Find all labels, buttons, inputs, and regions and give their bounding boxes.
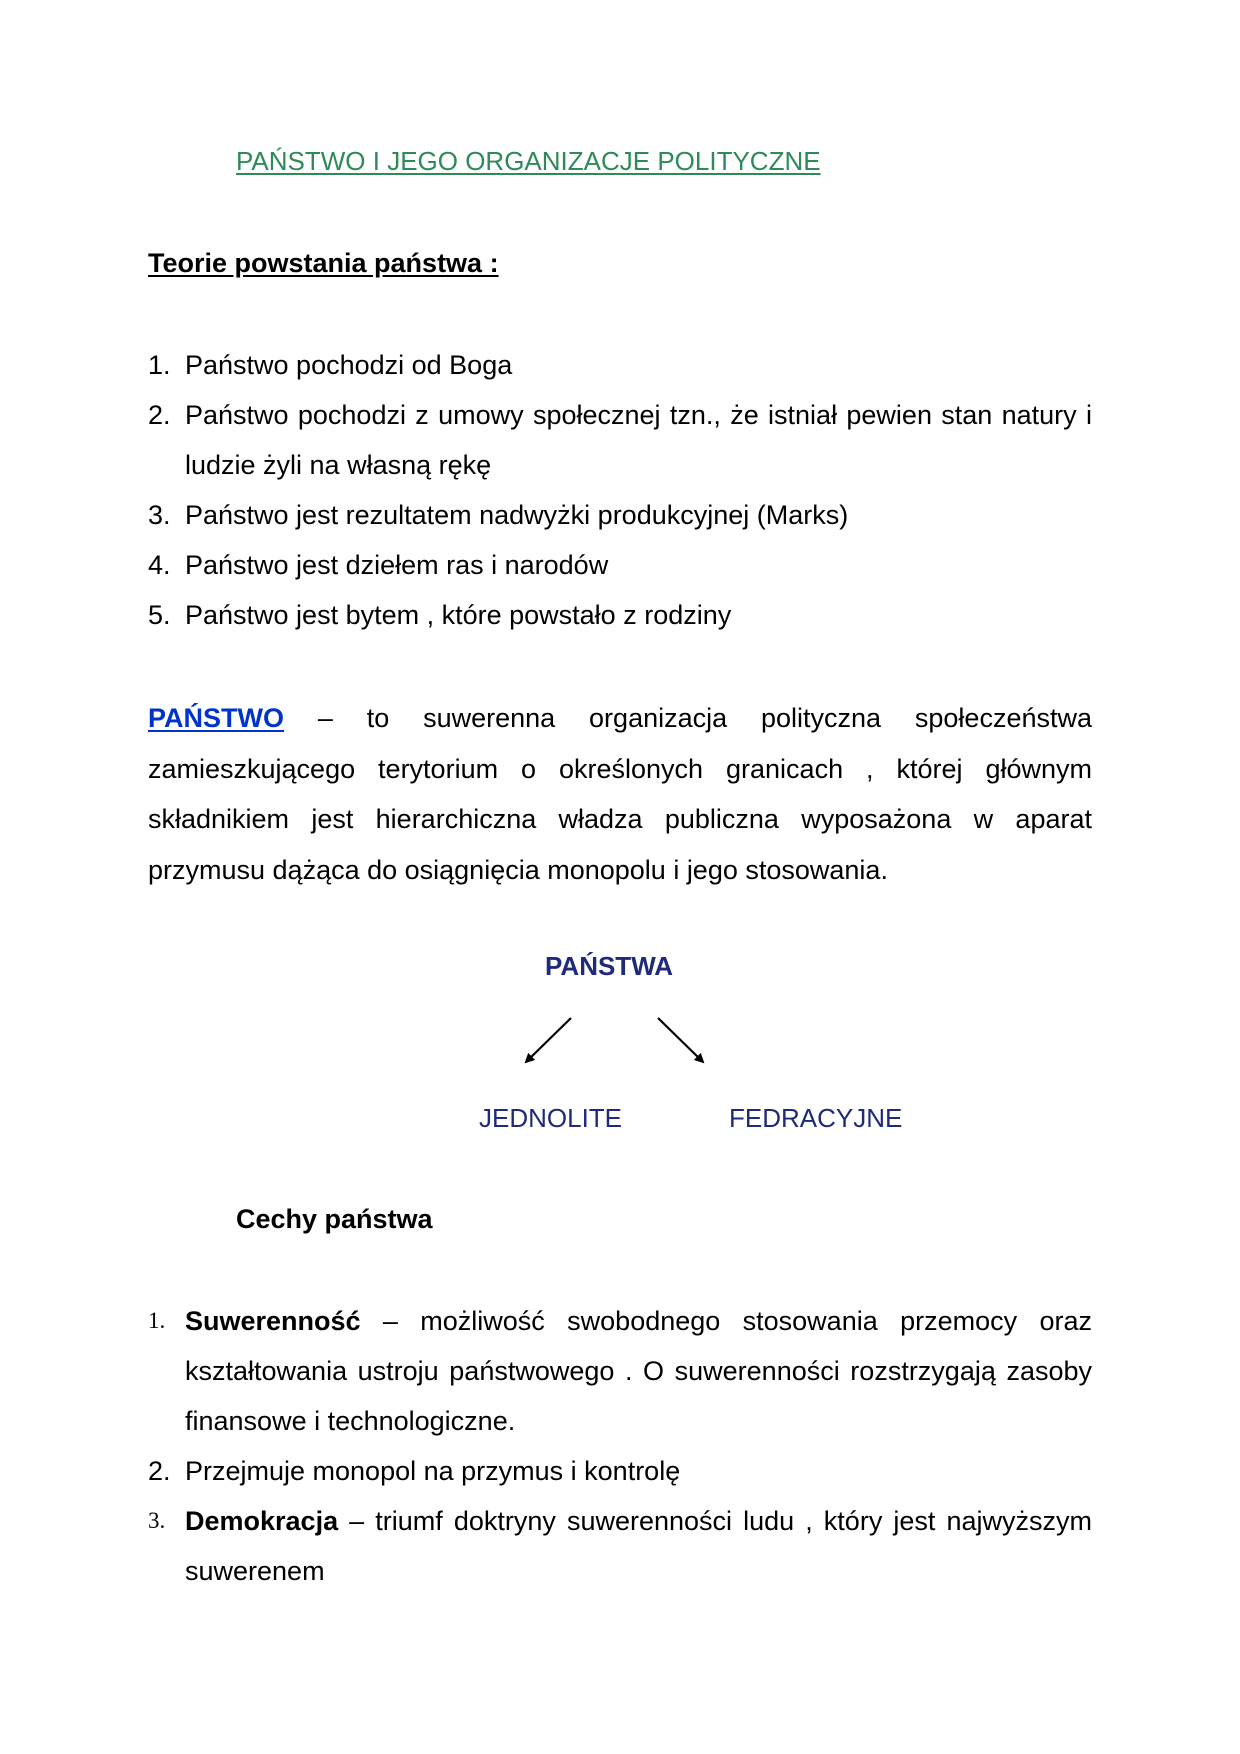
list-number: 1. (148, 350, 171, 380)
list-text (185, 1496, 1092, 1596)
list-text (185, 1296, 1092, 1446)
feature-term: Demokracja (185, 1506, 339, 1536)
list-number: 1. (148, 1308, 166, 1333)
document-title: PAŃSTWO I JEGO ORGANIZACJE POLITYCZNE (236, 146, 821, 176)
feature-term: Suwerenność (185, 1306, 361, 1336)
definition-text: – to suwerenna organizacja polityczna społeczeństwa zamieszkującego terytorium o określonych granicach , której głównym składnikiem jest hierarchiczna władza publiczna wyposażona w aparat przymusu dążąca do osiągnięcia monopolu i jego stosowania. (148, 703, 1092, 885)
arrow-right-icon (658, 1018, 703, 1062)
list-number: 2. (148, 1456, 171, 1486)
features-list (148, 1296, 1092, 1596)
diagram-left-label: JEDNOLITE (479, 1103, 623, 1133)
feature-description: Przejmuje monopol na przymus i kontrolę (185, 1456, 681, 1486)
list-text: Państwo jest bytem , które powstało z rodziny (185, 600, 732, 630)
list-text (185, 1446, 1092, 1496)
list-number: 2. (148, 400, 171, 430)
list-number: 3. (148, 500, 171, 530)
list-number: 4. (148, 550, 171, 580)
theories-heading: Teorie powstania państwa : (148, 248, 499, 278)
list-text: Państwo pochodzi z umowy społecznej tzn., że istniał pewien stan natury i ludzie żyli na własną rękę (185, 400, 1092, 480)
definition-term: PAŃSTWO (148, 703, 284, 733)
features-heading: Cechy państwa (236, 1204, 433, 1234)
arrow-left-icon (526, 1018, 571, 1062)
list-item (148, 1496, 1092, 1596)
feature-description: – możliwość swobodnego stosowania przemocy oraz kształtowania ustroju państwowego . O suwerenności rozstrzygają zasoby finansowe i technologiczne. (185, 1306, 1092, 1436)
feature-description: – triumf doktryny suwerenności ludu , który jest najwyższym suwerenem (185, 1506, 1092, 1586)
list-number: 3. (148, 1508, 166, 1533)
diagram-right-label: FEDRACYJNE (729, 1103, 903, 1133)
list-text: Państwo jest rezultatem nadwyżki produkcyjnej (Marks) (185, 500, 849, 530)
diagram-root-label: PAŃSTWA (545, 951, 674, 981)
list-number: 5. (148, 600, 171, 630)
list-item (148, 1446, 1092, 1496)
list-text: Państwo jest dziełem ras i narodów (185, 550, 609, 580)
list-item (148, 1296, 1092, 1446)
list-text: Państwo pochodzi od Boga (185, 350, 513, 380)
